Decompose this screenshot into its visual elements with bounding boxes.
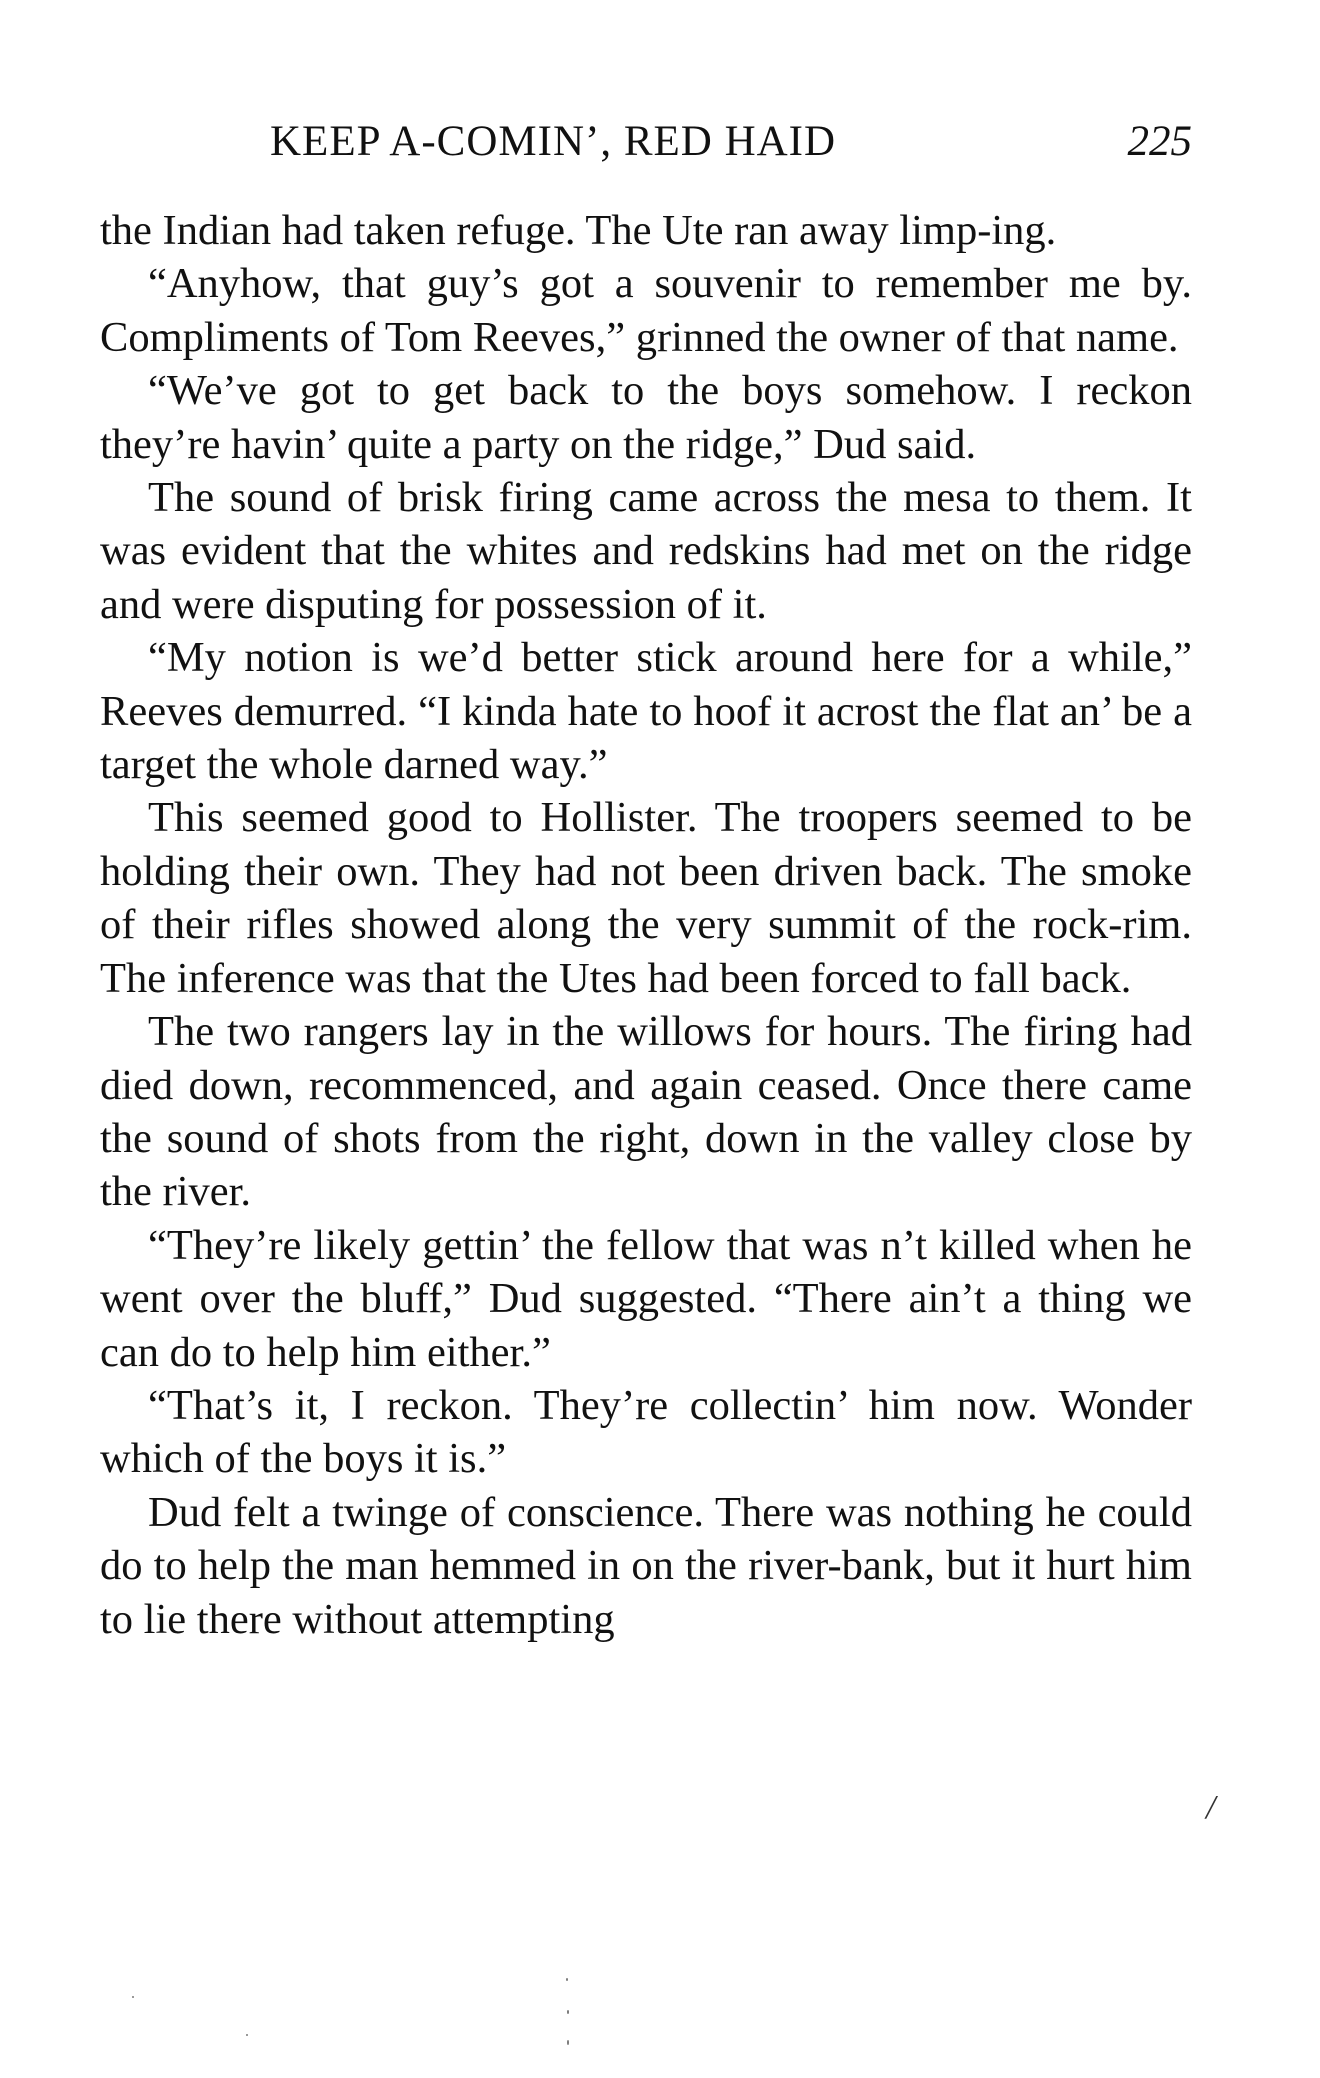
paragraph: The two rangers lay in the willows for hours. The firing had died down, recommenced, and again ceased. Once there came the sound of shots from the right, down in the valley close by the river. xyxy=(100,1008,1192,1216)
scan-speck xyxy=(246,2034,248,2036)
paragraph: “That’s it, I reckon. They’re collectin’ him now. Wonder which of the boys it is.” xyxy=(100,1381,1192,1483)
running-head xyxy=(100,112,1192,172)
scan-speck xyxy=(567,2010,569,2014)
paragraph: “They’re likely gettin’ the fellow that was n’t killed when he went over the bluff,” Dud suggested. “There ain’t a thing we can do to help him either.” xyxy=(100,1221,1192,1376)
paragraph: “We’ve got to get back to the boys somehow. I reckon they’re havin’ quite a party on the ridge,” Dud said. xyxy=(100,367,1192,468)
scan-speck xyxy=(132,1996,134,1998)
paragraph: Dud felt a twinge of conscience. There was nothing he could do to help the man hemmed in on the river-bank, but it hurt him to lie there without attempting xyxy=(100,1488,1192,1643)
scan-speck xyxy=(567,2040,569,2045)
page-number: 225 xyxy=(1127,118,1192,165)
paragraph: The sound of brisk firing came across the mesa to them. It was evident that the whites and redskins had met on the ridge and were disputing for possession of it. xyxy=(100,474,1192,628)
paragraph: This seemed good to Hollister. The troopers seemed to be holding their own. They had not been driven back. The smoke of their rifles showed along the very summit of the rock-rim. The inference was that the Utes had been forced to fall back. xyxy=(100,794,1192,1002)
paragraph: “Anyhow, that guy’s got a souvenir to remember me by. Compliments of Tom Reeves,” grinned the owner of that name. xyxy=(100,260,1192,361)
margin-mark: / xyxy=(1206,1789,1216,1826)
paragraph: “My notion is we’d better stick around here for a while,” Reeves demurred. “I kinda hate to hoof it acrost the flat an’ be a target the whole darned way.” xyxy=(100,634,1192,789)
scan-speck xyxy=(566,1978,568,1981)
body-text xyxy=(100,204,1192,1646)
paragraph: the Indian had taken refuge. The Ute ran away limp-ing. xyxy=(100,207,1057,254)
running-title: KEEP A-COMIN’, RED HAID xyxy=(270,118,837,165)
